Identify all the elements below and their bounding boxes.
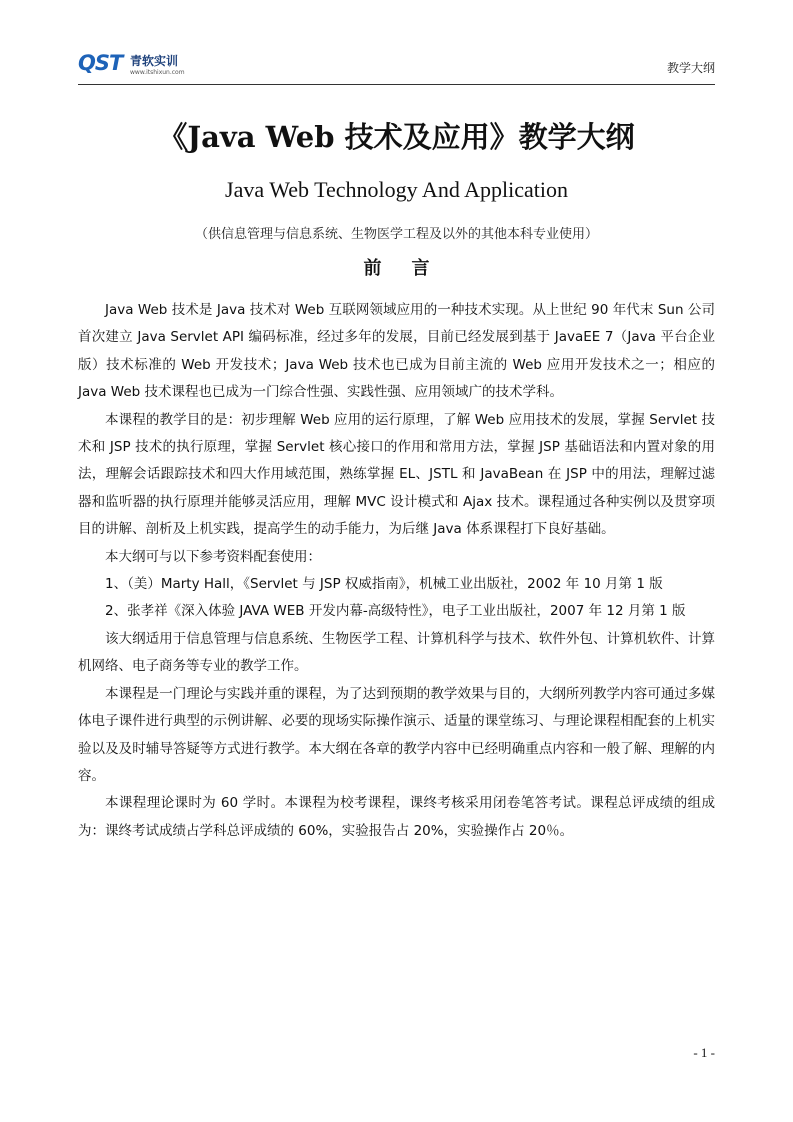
document-title: 《Java Web 技术及应用》教学大纲	[158, 120, 635, 154]
preface-heading: 前言	[363, 258, 460, 279]
page-number: - 1 -	[693, 1045, 715, 1060]
paragraph-intro: Java Web 技术是 Java 技术对 Web 互联网领域应用的一种技术实现。从上世纪 90 年代末 Sun 公司首次建立 Java Servlet API 编码标准，经过多年的发展，目前已经发展到基于 JavaEE 7（Java 平台企业版）技术标准的 Web 开发技术；Java Web 技术也已成为目前主流的 Web 应用开发技术之一；相应的 Java Web 技术课程也已成为一门综合性强、实践性强、应用领域广的技术学科。	[78, 302, 715, 401]
page-header	[78, 50, 715, 85]
paragraph-assessment: 本课程理论课时为 60 学时。本课程为校考课程，课终考核采用闭卷笔答考试。课程总评成绩的组成为：课终考试成绩占学科总评成绩的 60%，实验报告占 20%，实验操作占 20％。	[78, 795, 715, 839]
reference-item-2: 2、张孝祥《深入体验 JAVA WEB 开发内幕-高级特性》，电子工业出版社，2007 年 12 月第 1 版	[105, 603, 686, 620]
usage-note: （供信息管理与信息系统、生物医学工程及以外的其他本科专业使用）	[194, 227, 598, 242]
paragraph-references-intro: 本大纲可与以下参考资料配套使用：	[105, 548, 321, 565]
paragraph-teaching-methods: 本课程是一门理论与实践并重的课程，为了达到预期的教学效果与目的，大纲所列教学内容可通过多媒体电子课件进行典型的示例讲解、必要的现场实际操作演示、适量的课堂练习、与理论课程相配套的上机实验以及及时辅导答疑等方式进行教学。本大纲在各章的教学内容中已经明确重点内容和一般了解、理解的内容。	[78, 685, 715, 784]
reference-item-1: 1、（美）Marty Hall，《Servlet 与 JSP 权威指南》，机械工业出版社，2002 年 10 月第 1 版	[105, 576, 663, 593]
logo-url: www.itshixun.com	[130, 69, 185, 76]
document-subtitle: Java Web Technology And Application	[225, 177, 568, 202]
paragraph-objectives: 本课程的教学目的是：初步理解 Web 应用的运行原理，了解 Web 应用技术的发展，掌握 Servlet 技术和 JSP 技术的执行原理，掌握 Servlet 核心接口的作用和常用方法，掌握 JSP 基础语法和内置对象的用法，理解会话跟踪技术和四大作用域范围，熟练掌握 EL、JSTL 和 JavaBean 在 JSP 中的用法，理解过滤器和监听器的执行原理并能够灵活应用，理解 MVC 设计模式和 Ajax 技术。课程通过各种实例以及贯穿项目的讲解、剖析及上机实践，提高学生的动手能力，为后继 Java 体系课程打下良好基础。	[78, 411, 715, 538]
preface-body	[78, 297, 715, 845]
paragraph-applicability: 该大纲适用于信息管理与信息系统、生物医学工程、计算机科学与技术、软件外包、计算机软件、计算机网络、电子商务等专业的教学工作。	[78, 630, 715, 675]
header-label: 教学大纲	[666, 61, 715, 75]
logo-name: 青软实训	[130, 54, 179, 68]
logo-mark: QST	[78, 51, 123, 75]
